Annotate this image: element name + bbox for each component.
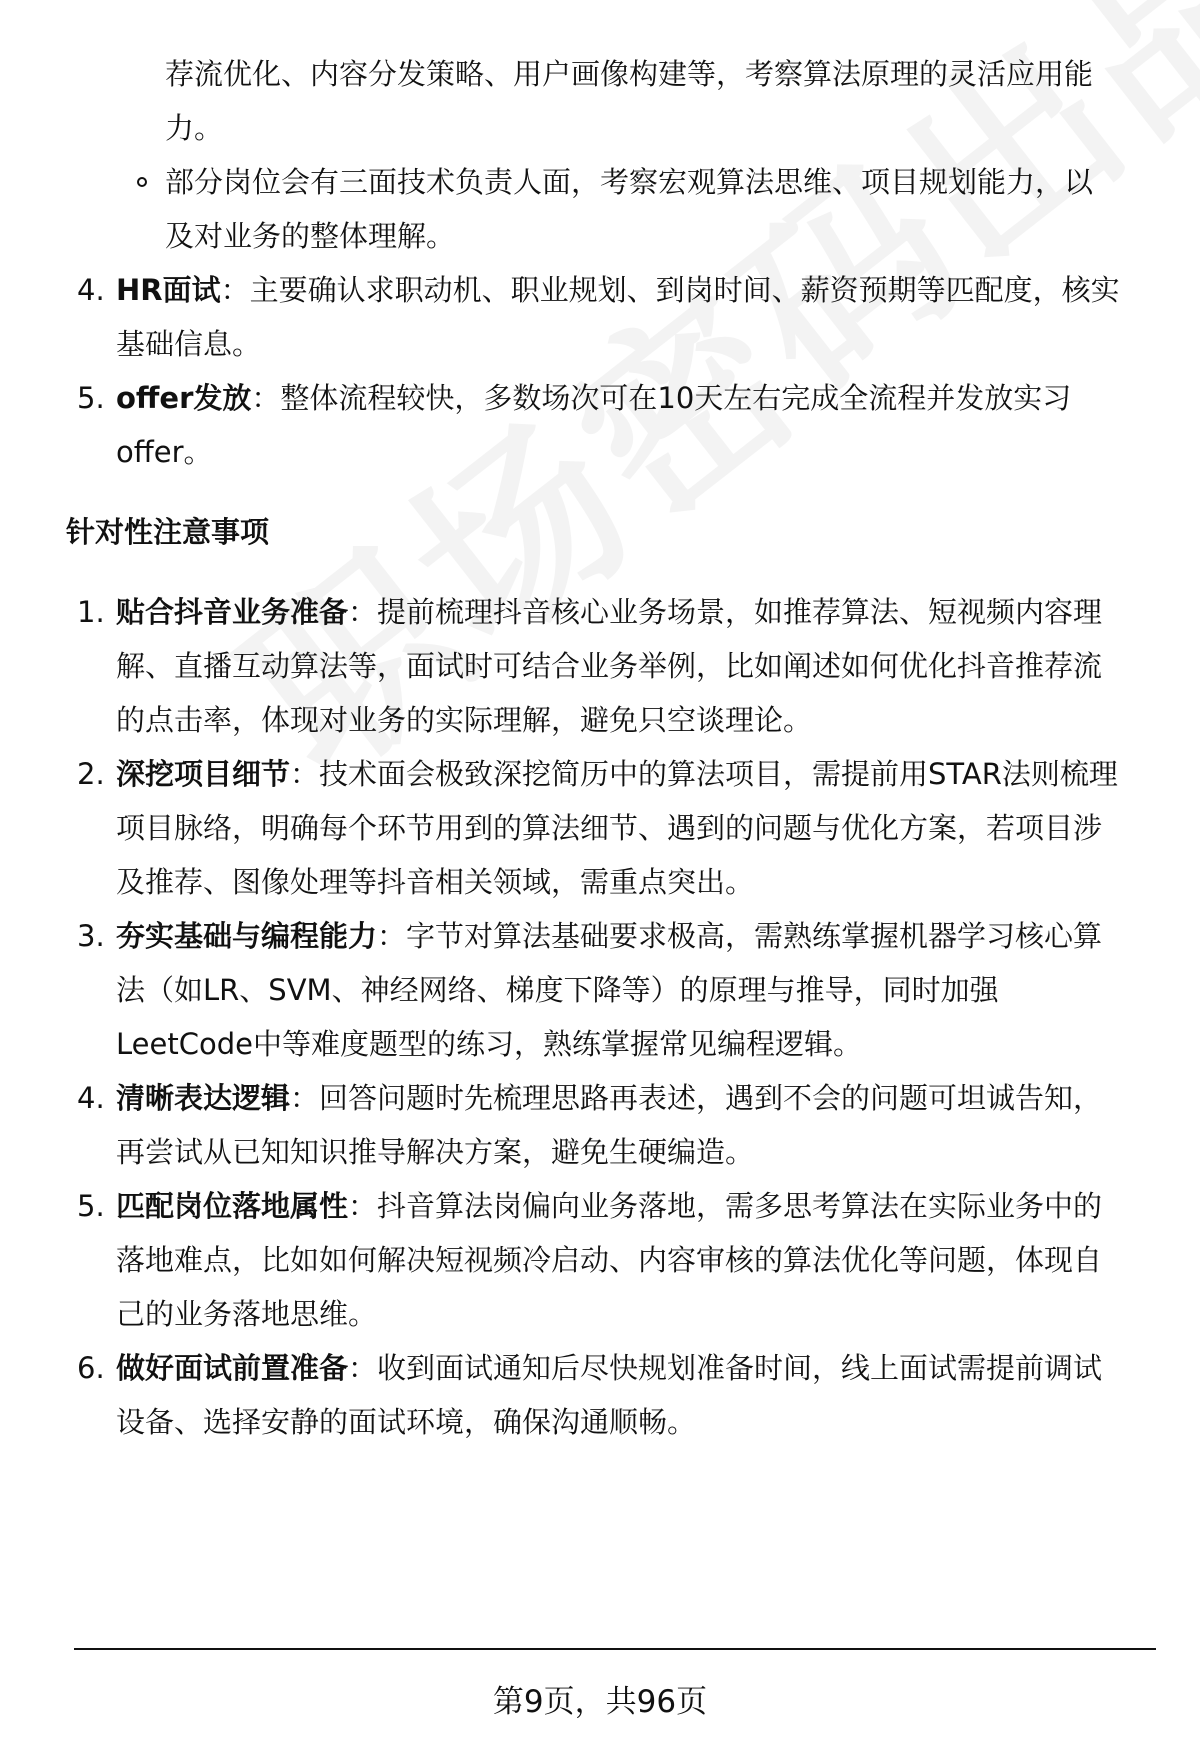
text-line: 设备、选择安静的面试环境，确保沟通顺畅。: [116, 1405, 697, 1439]
footer-divider: [74, 1648, 1156, 1650]
list-item-title: 清晰表达逻辑: [116, 1081, 291, 1115]
list-item-title: 匹配岗位落地属性: [116, 1189, 349, 1223]
text-line: 及对业务的整体理解。: [165, 219, 456, 253]
list-item-title: offer发放: [116, 381, 252, 415]
list-item-first-line: [116, 270, 1120, 310]
text-line: 基础信息。: [116, 327, 262, 361]
list-item-title: HR面试: [116, 273, 221, 307]
list-number: 3.: [77, 919, 105, 953]
text-line: 力。: [165, 111, 224, 145]
list-item-text: ：主要确认求职动机、职业规划、到岗时间、薪资预期等匹配度，核实: [220, 273, 1120, 307]
list-item-title: 做好面试前置准备: [116, 1351, 349, 1385]
text-line: 部分岗位会有三面技术负责人面，考察宏观算法思维、项目规划能力，以: [165, 165, 1094, 199]
list-item-first-line: [116, 916, 1102, 956]
list-number: 2.: [77, 757, 105, 791]
text-line: 的点击率，体现对业务的实际理解，避免只空谈理论。: [116, 703, 813, 737]
list-item-title: 贴合抖音业务准备: [116, 595, 349, 629]
list-item-first-line: [116, 754, 1118, 794]
list-item-text: ：收到面试通知后尽快规划准备时间，线上面试需提前调试: [348, 1351, 1103, 1385]
list-item-first-line: [116, 378, 1071, 418]
text-line: 法（如LR、SVM、神经网络、梯度下降等）的原理与推导，同时加强: [116, 973, 999, 1007]
list-item-title: 夯实基础与编程能力: [116, 919, 378, 953]
page-number: 第9页，共96页: [492, 1684, 708, 1720]
list-item-text: ：技术面会极致深挖简历中的算法项目，需提前用STAR法则梳理: [290, 757, 1118, 791]
list-item-title: 深挖项目细节: [116, 757, 291, 791]
text-line: offer。: [116, 435, 213, 469]
list-number: 5.: [77, 1189, 105, 1223]
section-heading: 针对性注意事项: [66, 515, 270, 549]
list-item-text: ：整体流程较快，多数场次可在10天左右完成全流程并发放实习: [251, 381, 1072, 415]
text-line: 解、直播互动算法等，面试时可结合业务举例，比如阐述如何优化抖音推荐流: [116, 649, 1103, 683]
text-line: LeetCode中等难度题型的练习，熟练掌握常见编程逻辑。: [116, 1027, 862, 1061]
bullet-circle-icon: [137, 177, 147, 187]
text-line: 落地难点，比如如何解决短视频冷启动、内容审核的算法优化等问题，体现自: [116, 1243, 1103, 1277]
list-number: 6.: [77, 1351, 105, 1385]
list-item-text: ：提前梳理抖音核心业务场景，如推荐算法、短视频内容理: [348, 595, 1103, 629]
list-item-text: ：回答问题时先梳理思路再表述，遇到不会的问题可坦诚告知，: [290, 1081, 1103, 1115]
list-item-first-line: [116, 1186, 1102, 1226]
list-number: 4.: [77, 1081, 105, 1115]
list-number: 5.: [77, 381, 105, 415]
list-item-first-line: [116, 592, 1102, 632]
list-item-text: ：抖音算法岗偏向业务落地，需多思考算法在实际业务中的: [348, 1189, 1103, 1223]
text-line: 荐流优化、内容分发策略、用户画像构建等，考察算法原理的灵活应用能: [165, 57, 1094, 91]
text-line: 项目脉络，明确每个环节用到的算法细节、遇到的问题与优化方案，若项目涉: [116, 811, 1103, 845]
list-number: 4.: [77, 273, 105, 307]
text-line: 己的业务落地思维。: [116, 1297, 378, 1331]
list-item-first-line: [116, 1078, 1102, 1118]
text-line: 及推荐、图像处理等抖音相关领域，需重点突出。: [116, 865, 755, 899]
list-number: 1.: [77, 595, 105, 629]
list-item-first-line: [116, 1348, 1102, 1388]
list-item-text: ：字节对算法基础要求极高，需熟练掌握机器学习核心算: [377, 919, 1103, 953]
text-line: 再尝试从已知知识推导解决方案，避免生硬编造。: [116, 1135, 755, 1169]
